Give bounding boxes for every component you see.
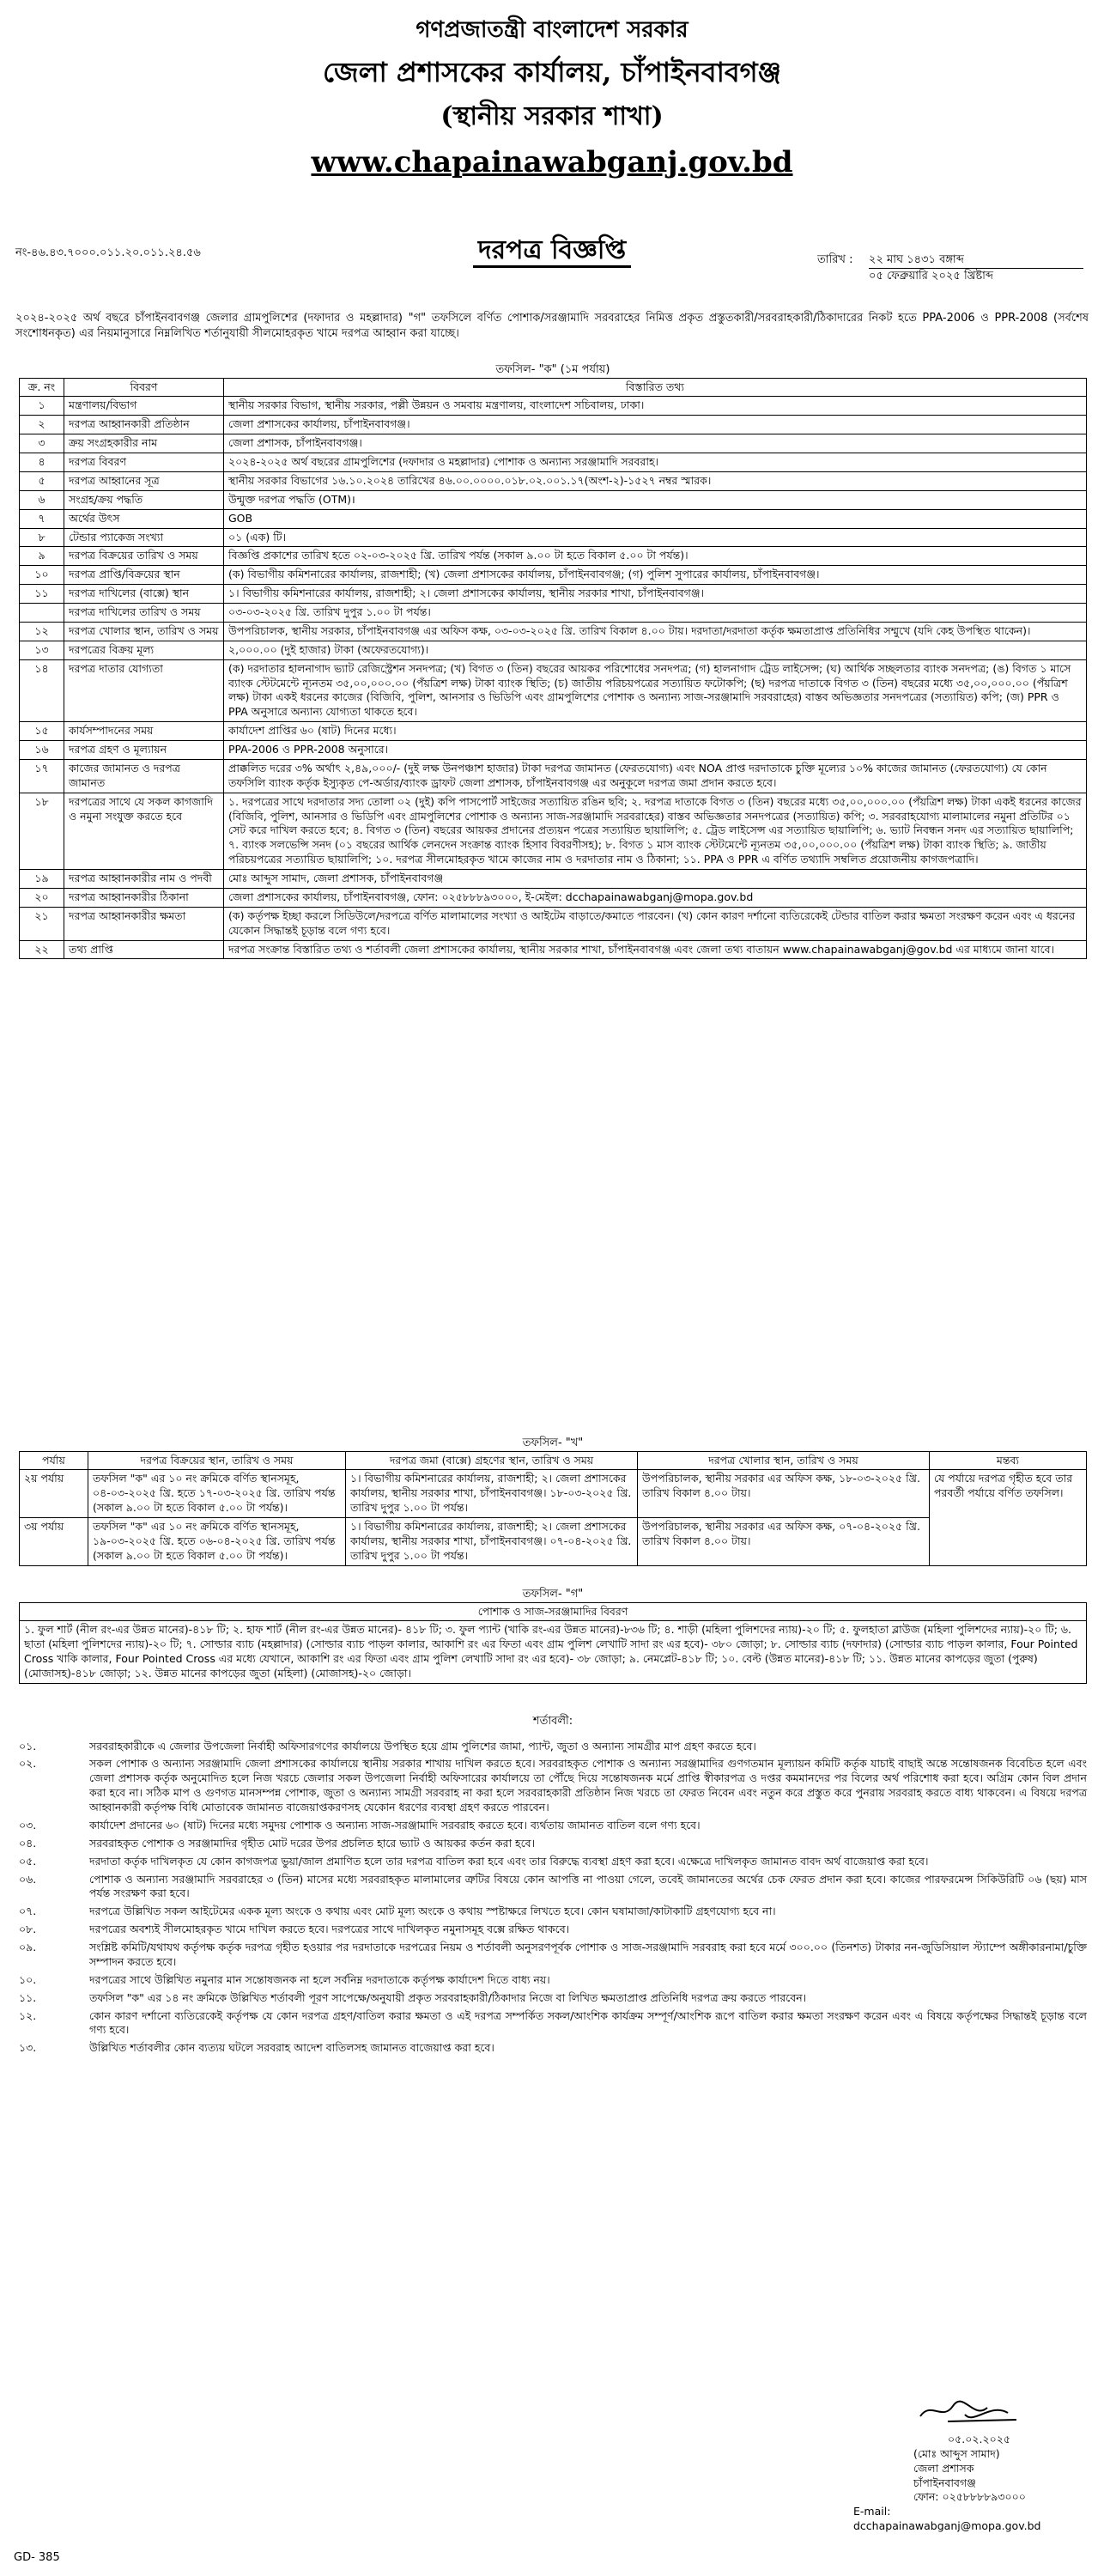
signatory-district: চাঁপাইনবাবগঞ্জ bbox=[913, 2476, 976, 2489]
condition-text: সকল পোশাক ও অন্যান্য সরঞ্জামাদি জেলা প্রশাসকের কার্যালয়ে স্থানীয় সরকার শাখায় দাখিল করতে হবে। সরবরাহকৃত পোশাক ও অন্যান্য সরঞ্জামাদির গুণগতমান মূল্যায়ন কমিটি কর্তৃক যাচাই বাছাই অন্তে সন্তোষজনক বিবেচিত হলে এবং জেলা প্রশাসক কর্তৃক অনুমোদিত হলে নিজ খরচে জেলার সকল উপজেলা নির্বাহী অফিসারের কার্যালয়ে তা পৌঁছে দিয়ে সন্তোষজনক মর্মে প্রাপ্তি স্বীকারপত্র ও দপ্তর কমমানদের পর বিলের অর্থ পরিশোধ করা হবে। অগ্রিম কোন বিল প্রদান করা হবে না। সঠিক মাপ ও গুণগত মানসম্পন্ন পোশাক, জুতা ও অন্যান্য সামগ্রী সরবরাহ না করা হলে সরবরাহকারী প্রতিষ্ঠান নিজ খরচে তা ফেরত নিবেন এবং নতুন করে প্রস্তুত করে পুনরায় সরবরাহ করতে বাধ্য থাকবেন। এ বিষয়ে দরপত্র আহ্বানকারী কর্তৃপক্ষ বিধি মোতাবেক জামানত বাজেয়াপ্তকরণসহ যেকোন ধরণের ব্যবস্থা গ্রহণ করতে পারবেন। bbox=[89, 1757, 1087, 1814]
table-header: দরপত্র খোলার স্থান, তারিখ ও সময় bbox=[638, 1451, 930, 1470]
government-name: গণপ্রজাতন্ত্রী বাংলাদেশ সরকার bbox=[416, 17, 688, 43]
serial-cell: ১৩ bbox=[20, 641, 64, 659]
condition-item bbox=[19, 1941, 1087, 1970]
detail-cell: বিজ্ঞপ্তি প্রকাশের তারিখ হতে ০২-০৩-২০২৫ খ্রি. তারিখ পর্যন্ত (সকাল ৯.০০ টা হতে বিকাল ৫.০০ টা পর্যন্ত)। bbox=[224, 547, 1087, 566]
condition-number: ১২. bbox=[19, 2008, 37, 2022]
table-header: মন্তব্য bbox=[930, 1451, 1087, 1470]
condition-number: ০২. bbox=[19, 1757, 37, 1771]
serial-cell: ৩ bbox=[20, 434, 64, 453]
schedule-ga-items: ১. ফুল শার্ট (নীল রং-এর উন্নত মানের)-৪১৮ টি; ২. হাফ শার্ট (নীল রং-এর উন্নত মানের)- ৪১৮ টি; ৩. ফুল প্যান্ট (খাকি রং-এর উন্নত মানের)-৮৩৬ টি; ৪. শাড়ী (মহিলা পুলিশদের ন্যায়)-২০ টি; ৫. ফুলহাতা ব্লাউজ (মহিলা পুলিশদের ন্যায়)-২০ টি; ৬. ছাতা (মহিলা পুলিশদের ন্যায়)-২০ টি; ৭. সোল্ডার ব্যাচ (মহল্লাদার) (সোল্ডার ব্যাচ পাড়ল কালার, আকাশি রং এর ফিতা এবং গ্রাম পুলিশ লেখাটি সাদা রং এর হবে)- ৩৮০ জোড়া; ৮. সোল্ডার ব্যাচ (দফাদার) (সোল্ডার ব্যাচ পাড়ল কালার, Four Pointed Cross খাকি কালার, Four Pointed Cross এর মধ্যে যেখানে, আকাশি রং এর ফিতা এবং গ্রাম পুলিশ লেখাটি সাদা রং এর হবে)- ৩৮ জোড়া; ৯. নেমপ্লেট-৪১৮ টি; ১০. বেল্ট (উন্নত মানের)-৪১৮ টি; ১১. উন্নত মানের কাপড়ের জুতা (পুরুষ) (মোজাসহ)-৪১৮ জোড়া; ১২. উন্নত মানের কাপড়ের জুতা (মহিলা) (মোজাসহ)-২০ জোড়া। bbox=[20, 1621, 1087, 1684]
letterhead bbox=[0, 12, 1104, 183]
table-row bbox=[20, 870, 1087, 889]
condition-item bbox=[19, 1837, 1087, 1851]
conditions-list bbox=[19, 1740, 1087, 2057]
serial-cell: ১৫ bbox=[20, 722, 64, 741]
table-row bbox=[20, 759, 1087, 793]
condition-number: ১০. bbox=[19, 1972, 37, 1986]
table-row bbox=[20, 585, 1087, 604]
label-cell: তথ্য প্রাপ্তি bbox=[64, 940, 224, 959]
condition-number: ১১. bbox=[19, 1990, 37, 2004]
label-cell: দরপত্র প্রাপ্তি/বিক্রয়ের স্থান bbox=[64, 566, 224, 585]
table-row bbox=[20, 434, 1087, 453]
condition-text: সরবরাহকৃত পোশাক ও সরঞ্জামাদির গৃহীত মোট দরের উপর প্রচলিত হারে ভ্যাট ও আয়কর কর্তন করা হবে। bbox=[89, 1836, 536, 1850]
label-cell: কাজের জামানত ও দরপত্র জামানত bbox=[64, 759, 224, 793]
table-row bbox=[20, 490, 1087, 509]
detail-cell: ০৩-০৩-২০২৫ খ্রি. তারিখ দুপুর ১.০০ টা পর্যন্ত। bbox=[224, 604, 1087, 623]
condition-text: দরপত্রে উল্লিখিত সকল আইটেমের একক মূল্য অংকে ও কথায় এবং মোট মূল্য অংকে ও কথায় স্পষ্টাক্ষরে লিখতে হবে। কোন ঘষামাজা/কাটাকাটি গ্রহণযোগ্য হবে না। bbox=[89, 1905, 776, 1918]
table-cell: তফসিল "ক" এর ১০ নং ক্রমিকে বর্ণিত স্থানসমূহ, ১৯-০৩-২০২৫ খ্রি. হতে ০৬-০৪-২০২৫ খ্রি. তারিখ পর্যন্ত (সকাল ৯.০০ টা হতে বিকাল ৫.০০ টা পর্যন্ত)। bbox=[88, 1518, 346, 1566]
condition-text: দরপত্রের অবশ্যই সীলমোহরকৃত খামে দাখিল করতে হবে। দরপত্রের সাথে দাখিলকৃত নমুনাসমূহ বক্সে রক্ষিত থাকবে। bbox=[89, 1923, 570, 1936]
table-cell: ১। বিভাগীয় কমিশনারের কার্যালয়, রাজশাহী; ২। জেলা প্রশাসকের কার্যালয়, স্থানীয় সরকার শাখা, চাঁপাইনবাবগঞ্জ। ১৮-০৩-২০২৫ খ্রি. তারিখ দুপুর ১.০০ টা পর্যন্ত। bbox=[346, 1470, 638, 1518]
detail-cell: জেলা প্রশাসক, চাঁপাইনবাবগঞ্জ। bbox=[224, 434, 1087, 453]
signature-block bbox=[819, 2396, 1077, 2534]
condition-number: ০৬. bbox=[19, 1872, 37, 1886]
condition-item bbox=[19, 1991, 1087, 2006]
schedule-ga bbox=[19, 1587, 1087, 1684]
serial-cell: ৮ bbox=[20, 528, 64, 547]
table-cell: উপপরিচালক, স্থানীয় সরকার এর অফিস কক্ষ, ১৮-০৩-২০২৫ খ্রি. তারিখ বিকাল ৪.০০ টায়। bbox=[638, 1470, 930, 1518]
table-header: দরপত্র জমা (বাক্সে) গ্রহণের স্থান, তারিখ ও সময় bbox=[346, 1451, 638, 1470]
label-cell: দরপত্র দাখিলের তারিখ ও সময় bbox=[64, 604, 224, 623]
condition-number: ১৩. bbox=[19, 2041, 37, 2055]
office-name: জেলা প্রশাসকের কার্যালয়, চাঁপাইনবাবগঞ্জ bbox=[323, 56, 781, 89]
label-cell: দরপত্র গ্রহণ ও মূল্যায়ন bbox=[64, 741, 224, 760]
table-row bbox=[20, 416, 1087, 434]
label-cell: ক্রয় সংগ্রহকারীর নাম bbox=[64, 434, 224, 453]
serial-cell: ১০ bbox=[20, 566, 64, 585]
condition-item bbox=[19, 1973, 1087, 1988]
table-cell: যে পর্যায়ে দরপত্র গৃহীত হবে তার পরবর্তী পর্যায়ে বর্ণিত তফসিল। bbox=[930, 1470, 1087, 1565]
table-row bbox=[20, 604, 1087, 623]
serial-cell: ১১ bbox=[20, 585, 64, 604]
label-cell: দরপত্র দাখিলের (বাক্সে) স্থান bbox=[64, 585, 224, 604]
date-english: ০৫ ফেব্রুয়ারি ২০২৫ খ্রিষ্টাব্দ bbox=[869, 268, 1083, 284]
table-row bbox=[20, 741, 1087, 760]
detail-cell: ০১ (এক) টি। bbox=[224, 528, 1087, 547]
label-cell: অর্থের উৎস bbox=[64, 509, 224, 528]
condition-item bbox=[19, 1923, 1087, 1937]
table-row bbox=[20, 397, 1087, 416]
condition-number: ০৮. bbox=[19, 1923, 37, 1936]
detail-cell: স্থানীয় সরকার বিভাগের ১৬.১০.২০২৪ তারিখের ৪৬.০০.০০০০.০১৮.০২.০০১.১৭(অংশ-২)-১৫২৭ নম্বর স্মারক। bbox=[224, 471, 1087, 490]
label-cell: দরপত্র আহ্বানকারীর নাম ও পদবী bbox=[64, 870, 224, 889]
serial-cell: ২২ bbox=[20, 940, 64, 959]
label-cell: কার্যসম্পাদনের সময় bbox=[64, 722, 224, 741]
serial-cell bbox=[20, 604, 64, 623]
detail-cell: কার্যাদেশ প্রাপ্তির ৬০ (ষাট) দিনের মধ্যে। bbox=[224, 722, 1087, 741]
condition-text: দরপত্রের সাথে উল্লিখিত নমুনার মান সন্তোষজনক না হলে সর্বনিম্ন দরদাতাকে কর্তৃপক্ষ কার্যাদেশ দিতে বাধ্য নয়। bbox=[89, 1972, 550, 1986]
serial-cell: ৯ bbox=[20, 547, 64, 566]
signatory-email[interactable]: E-mail: dcchapainawabganj@mopa.gov.bd bbox=[853, 2505, 1041, 2533]
label-cell: দরপত্রের বিক্রয় মূল্য bbox=[64, 641, 224, 659]
detail-cell: স্থানীয় সরকার বিভাগ, স্থানীয় সরকার, পল্লী উন্নয়ন ও সমবায় মন্ত্রণালয়, বাংলাদেশ সচিবালয়, ঢাকা। bbox=[224, 397, 1087, 416]
signature-date: ০৫.০২.২০২৫ bbox=[948, 2432, 1010, 2445]
label-cell: দরপত্র আহ্বানকারীর ঠিকানা bbox=[64, 888, 224, 907]
condition-text: উল্লিখিত শর্তাবলীর কোন ব্যত্যয় ঘটলে সরবরাহ আদেশ বাতিলসহ জামানত বাজেয়াপ্ত করা হবে। bbox=[89, 2041, 494, 2055]
table-row bbox=[20, 1518, 1087, 1566]
condition-item bbox=[19, 1757, 1087, 1815]
detail-cell: (ক) কর্তৃপক্ষ ইচ্ছা করলে সিডিউলে/দরপত্রে বর্ণিত মালামালের সংখ্যা ও আইটেম বাড়াতে/কমাতে পারবেন। (খ) কোন কারণ দর্শানো ব্যতিরেকেই টেন্ডার বাতিল করার ক্ষমতা সংরক্ষণ করেন এবং এ ধরনের যেকোন সিদ্ধান্তই চূড়ান্ত বলে গণ্য হবে। bbox=[224, 907, 1087, 940]
serial-cell: ১৬ bbox=[20, 741, 64, 760]
detail-cell: ২,০০০.০০ (দুই হাজার) টাকা (অফেরতযোগ্য)। bbox=[224, 641, 1087, 659]
condition-item bbox=[19, 1905, 1087, 1919]
detail-cell: ২০২৪-২০২৫ অর্থ বছরের গ্রামপুলিশের (দফাদার ও মহল্লাদার) পোশাক ও অন্যান্য সরঞ্জামাদি সরবরাহ। bbox=[224, 453, 1087, 472]
label-cell: দরপত্র আহ্বানের সূত্র bbox=[64, 471, 224, 490]
table-cell: ২য় পর্যায় bbox=[20, 1470, 88, 1518]
condition-text: কোন কারণ দর্শানো ব্যতিরেকেই কর্তৃপক্ষ যে কোন দরপত্র গ্রহণ/বাতিল করার ক্ষমতা ও এই দরপত্র সম্পর্কিত সকল/আংশিক কার্যক্রম সম্পূর্ণ/আংশিক রূপে বাতিল করার ক্ষমতা সংরক্ষণ করেন এবং এ বিষয়ে কর্তৃপক্ষের সিদ্ধান্তই চূড়ান্ত বলে গণ্য হবে। bbox=[89, 2008, 1087, 2037]
serial-cell: ৭ bbox=[20, 509, 64, 528]
schedule-kha-table bbox=[19, 1451, 1087, 1566]
table-row bbox=[20, 471, 1087, 490]
serial-cell: ৫ bbox=[20, 471, 64, 490]
table-cell: ৩য় পর্যায় bbox=[20, 1518, 88, 1566]
schedule-ka-title: তফসিল- "ক" (১ম পর্যায়) bbox=[495, 363, 610, 376]
table-row bbox=[20, 509, 1087, 528]
table-row bbox=[20, 641, 1087, 659]
detail-cell: (ক) দরদাতার হালনাগাদ ভ্যাট রেজিস্ট্রেশন সনদপত্র; (খ) বিগত ৩ (তিন) বছরের আয়কর পরিশোধের সনদপত্র; (গ) হালনাগাদ ট্রেড লাইসেন্স; (ঘ) আর্থিক সচ্ছলতার ব্যাংক সনদপত্র; (ঙ) বিগত ১ মাসে ব্যাংক স্টেটমেন্টে ন্যূনতম ৩৫,০০,০০০.০০ (পঁয়ত্রিশ লক্ষ) টাকা ব্যাংক স্থিতি; (চ) জাতীয় পরিচয়পত্রের সত্যায়িত ফটোকপি; (ছ) দরপত্র দাতাকে বিগত ৩ (তিন) বছরের মধ্যে ৩৫,০০,০০০.০০ (পঁয়ত্রিশ লক্ষ) টাকা একই ধরনের কাজের (বিজিবি, পুলিশ, আনসার ও ভিডিপি এবং গ্রামপুলিশের পোশাক ও অন্যান্য সাজ-সরঞ্জামাদি সরবরাহের) বাস্তব অভিজ্ঞতার সনদপত্রের (সত্যায়িত) কপি; (জ) PPR ও PPA অনুসারে অন্যান্য যোগ্যতা থাকতে হবে। bbox=[224, 659, 1087, 722]
table-header: পর্যায় bbox=[20, 1451, 88, 1470]
detail-cell: জেলা প্রশাসকের কার্যালয়, চাঁপাইনবাবগঞ্জ, ফোন: ০২৫৮৮৮৯৩০০০, ই-মেইল: dcchapainawabganj@mopa.gov.bd bbox=[224, 888, 1087, 907]
detail-cell: ১। বিভাগীয় কমিশনারের কার্যালয়, রাজশাহী; ২। জেলা প্রশাসকের কার্যালয়, স্থানীয় সরকার শাখা, চাঁপাইনবাবগঞ্জ। bbox=[224, 585, 1087, 604]
conditions bbox=[19, 1714, 1087, 2059]
table-row bbox=[20, 547, 1087, 566]
detail-cell: (ক) বিভাগীয় কমিশনারের কার্যালয়, রাজশাহী; (খ) জেলা প্রশাসকের কার্যালয়, চাঁপাইনবাবগঞ্জ; (গ) পুলিশ সুপারের কার্যালয়, চাঁপাইনবাবগঞ্জ। bbox=[224, 566, 1087, 585]
signatory-name: (মোঃ আব্দুস সামাদ) bbox=[913, 2446, 1000, 2460]
detail-cell: প্রাক্কলিত দরের ৩% অর্থাৎ ২,৪৯,০০০/- (দুই লক্ষ উনপঞ্চাশ হাজার) টাকা দরপত্র জামানত (ফেরতযোগ্য) এবং NOA প্রাপ্ত দরদাতাকে চুক্তি মূল্যের ১০% কাজের জামানত (ফেরতযোগ্য) যে কোন তফসিলি ব্যাংক কর্তৃক ইস্যুকৃত পে-অর্ডার/ব্যাংক ড্রাফট জেলা প্রশাসক, চাঁপাইনবাবগঞ্জ এর অনুকূলে দরপত্র জমা প্রদান করতে হবে। bbox=[224, 759, 1087, 793]
table-row bbox=[20, 622, 1087, 641]
serial-cell: ১ bbox=[20, 397, 64, 416]
detail-cell: PPA-2006 ও PPR-2008 অনুসারে। bbox=[224, 741, 1087, 760]
label-cell: দরপত্র বিক্রয়ের তারিখ ও সময় bbox=[64, 547, 224, 566]
serial-cell: ১৭ bbox=[20, 759, 64, 793]
label-cell: দরপত্র খোলার স্থান, তারিখ ও সময় bbox=[64, 622, 224, 641]
table-row bbox=[20, 722, 1087, 741]
table-row bbox=[20, 793, 1087, 869]
detail-cell: মোঃ আব্দুস সামাদ, জেলা প্রশাসক, চাঁপাইনবাবগঞ্জ bbox=[224, 870, 1087, 889]
table-cell: ১। বিভাগীয় কমিশনারের কার্যালয়, রাজশাহী; ২। জেলা প্রশাসকের কার্যালয়, স্থানীয় সরকার শাখা, চাঁপাইনবাবগঞ্জ। ০৭-০৪-২০২৫ খ্রি. তারিখ দুপুর ১.০০ টা পর্যন্ত। bbox=[346, 1518, 638, 1566]
label-cell: দরপত্র আহ্বানকারী প্রতিষ্ঠান bbox=[64, 416, 224, 434]
table-row bbox=[20, 453, 1087, 472]
detail-cell: GOB bbox=[224, 509, 1087, 528]
schedule-kha bbox=[19, 1436, 1087, 1566]
date-bangla: ২২ মাঘ ১৪৩১ বঙ্গাব্দ bbox=[869, 253, 964, 266]
schedule-ka bbox=[19, 362, 1087, 959]
condition-number: ০৭. bbox=[19, 1905, 37, 1918]
serial-cell: ১৯ bbox=[20, 870, 64, 889]
table-row bbox=[20, 1470, 1087, 1518]
detail-cell: দরপত্র সংক্রান্ত বিস্তারিত তথ্য ও শর্তাবলী জেলা প্রশাসকের কার্যালয়, স্থানীয় সরকার শাখা, চাঁপাইনবাবগঞ্জ এবং জেলা তথ্য বাতায়ন www.chapainawabganj@gov.bd এর মাধ্যমে জানা যাবে। bbox=[224, 940, 1087, 959]
footer-code: GD- 385 bbox=[14, 2551, 60, 2564]
table-row bbox=[20, 907, 1087, 940]
signatory-phone: ফোন: ০২৫৮৮৮৮৯৩০০০ bbox=[913, 2490, 1026, 2504]
schedule-kha-title: তফসিল- "খ" bbox=[522, 1437, 584, 1449]
condition-number: ০৩. bbox=[19, 1818, 37, 1832]
date-label: তারিখ : bbox=[817, 253, 853, 266]
condition-number: ০৪. bbox=[19, 1836, 37, 1850]
table-header: বিস্তারিত তথ্য bbox=[224, 378, 1087, 397]
label-cell: দরপত্র দাতার যোগ্যতা bbox=[64, 659, 224, 722]
detail-cell: ১. দরপত্রের সাথে দরদাতার সদ্য তোলা ০২ (দুই) কপি পাসপোর্ট সাইজের সত্যায়িত রঙিন ছবি; ২. দরপত্র দাতাকে বিগত ৩ (তিন) বছরের মধ্যে ৩৫,০০,০০০.০০ (পঁয়ত্রিশ লক্ষ) টাকা একই ধরনের কাজের (বিজিবি, পুলিশ, আনসার ও ভিডিপি এবং গ্রামপুলিশের পোশাক ও অন্যান্য সাজ-সরঞ্জামাদি সরবরাহের) বাস্তব অভিজ্ঞতার সনদপত্রের (সত্যায়িত) কপি; ৩. সরবরাহযোগ্য মালামালের নমুনা প্রতিটির ০১ সেট করে দাখিল করতে হবে; ৪. বিগত ৩ (তিন) বছরের আয়কর প্রদানের প্রত্যয়ন পত্রের সত্যায়িত ছায়ালিপি; ৫. ট্রেড লাইসেন্স এর সত্যায়িত ছায়ালিপি; ৬. ভ্যাট নিবন্ধন সনদ এর সত্যায়িত ছায়ালিপি; ৭. ব্যাংক সলভেন্সি সনদ (০১ বছরের আর্থিক লেনদেন সংক্রান্ত ব্যাংক হিসাব বিবরণীসহ); ৮. বিগত ১ মাস ব্যাংক স্টেটমেন্টে ন্যূনতম ৩৫,০০,০০০.০০ (পঁয়ত্রিশ লক্ষ) টাকা ব্যাংক স্থিতি; ৯. জাতীয় পরিচয়পত্রের সত্যায়িত ছায়ালিপি; ১০. দরপত্র সীলমোহরকৃত খামে কাজের নাম ও দরদাতার নাম ও ঠিকানা; ১১. PPA ও PPR এ বর্ণিত তথ্যাদি সম্বলিত প্রয়োজনীয় কাগজপত্রাদি। bbox=[224, 793, 1087, 869]
condition-number: ০৯. bbox=[19, 1941, 37, 1954]
table-row bbox=[20, 940, 1087, 959]
schedule-ga-subtitle: পোশাক ও সাজ-সরঞ্জামাদির বিবরণ bbox=[20, 1602, 1087, 1621]
table-cell: উপপরিচালক, স্থানীয় সরকার এর অফিস কক্ষ, ০৭-০৪-২০২৫ খ্রি. তারিখ বিকাল ৪.০০ টায়। bbox=[638, 1518, 930, 1566]
label-cell: দরপত্রের সাথে যে সকল কাগজাদি ও নমুনা সংযুক্ত করতে হবে bbox=[64, 793, 224, 869]
condition-item bbox=[19, 1740, 1087, 1754]
serial-cell: ২১ bbox=[20, 907, 64, 940]
serial-cell: ১৮ bbox=[20, 793, 64, 869]
serial-cell: ২ bbox=[20, 416, 64, 434]
table-row bbox=[20, 659, 1087, 722]
serial-cell: ৬ bbox=[20, 490, 64, 509]
website-link[interactable]: www.chapainawabganj.gov.bd bbox=[311, 144, 793, 179]
label-cell: দরপত্র বিবরণ bbox=[64, 453, 224, 472]
table-row bbox=[20, 566, 1087, 585]
condition-text: সংশ্লিষ্ট কমিটি/যথাযথ কর্তৃপক্ষ কর্তৃক দরপত্র গৃহীত হওয়ার পর দরদাতাকে দরপত্রের নিয়ম ও শর্তাবলী অনুসরণপূর্বক পোশাক ও সাজ-সরঞ্জামাদি সরবরাহ করা হবে মর্মে ৩০০.০০ (তিনশত) টাকার নন-জুডিসিয়াল স্ট্যাম্পে অঙ্গীকারনামা/চুক্তি সম্পাদন করতে হবে। bbox=[89, 1941, 1087, 1968]
serial-cell: ১৪ bbox=[20, 659, 64, 722]
condition-item bbox=[19, 1855, 1087, 1869]
label-cell: দরপত্র আহ্বানকারীর ক্ষমতা bbox=[64, 907, 224, 940]
serial-cell: ৪ bbox=[20, 453, 64, 472]
schedule-ga-table bbox=[19, 1602, 1087, 1684]
serial-cell: ১২ bbox=[20, 622, 64, 641]
detail-cell: জেলা প্রশাসকের কার্যালয়, চাঁপাইনবাবগঞ্জ। bbox=[224, 416, 1087, 434]
condition-number: ০৫. bbox=[19, 1854, 37, 1868]
conditions-title: শর্তাবলী: bbox=[532, 1715, 573, 1728]
branch-name: (স্থানীয় সরকার শাখা) bbox=[440, 101, 664, 132]
memo-date bbox=[817, 252, 1083, 283]
table-cell: তফসিল "ক" এর ১০ নং ক্রমিকে বর্ণিত স্থানসমূহ, ০৪-০৩-২০২৫ খ্রি. হতে ১৭-০৩-২০২৫ খ্রি. তারিখ পর্যন্ত (সকাল ৯.০০ টা হতে বিকাল ৫.০০ টা পর্যন্ত)। bbox=[88, 1470, 346, 1518]
label-cell: মন্ত্রণালয়/বিভাগ bbox=[64, 397, 224, 416]
table-header: দরপত্র বিক্রয়ের স্থান, তারিখ ও সময় bbox=[88, 1451, 346, 1470]
condition-item bbox=[19, 1819, 1087, 1833]
signatory-designation: জেলা প্রশাসক bbox=[913, 2461, 974, 2475]
table-header: বিবরণ bbox=[64, 378, 224, 397]
condition-item bbox=[19, 2009, 1087, 2038]
memo-number: নং-৪৬.৪৩.৭০০০.০১১.২০.০১১.২৪.৫৬ bbox=[15, 246, 201, 259]
label-cell: সংগ্রহ/ক্রয় পদ্ধতি bbox=[64, 490, 224, 509]
table-row bbox=[20, 888, 1087, 907]
schedule-ka-table bbox=[19, 378, 1087, 960]
condition-item bbox=[19, 1873, 1087, 1902]
condition-text: দরদাতা কর্তৃক দাখিলকৃত যে কোন কাগজপত্র ভুয়া/জাল প্রমাণিত হলে তার দরপত্র বাতিল করা হবে এবং তার বিরুদ্ধে ব্যবস্থা গ্রহণ করা হবে। এক্ষেত্রে দাখিলকৃত জামানত বাবদ অর্থ বাজেয়াপ্ত করা হবে। bbox=[89, 1854, 929, 1868]
schedule-ga-title: তফসিল- "গ" bbox=[522, 1588, 584, 1601]
label-cell: টেন্ডার প্যাকেজ সংখ্যা bbox=[64, 528, 224, 547]
table-row bbox=[20, 528, 1087, 547]
condition-text: সরবরাহকারীকে এ জেলার উপজেলা নির্বাহী অফিসারগণের কার্যালয়ে উপস্থিত হয়ে গ্রাম পুলিশের জামা, প্যান্ট, জুতা ও অন্যান্য সামগ্রীর মাপ গ্রহণ করতে হবে। bbox=[89, 1739, 756, 1753]
notice-title: দরপত্র বিজ্ঞপ্তি bbox=[473, 235, 631, 268]
table-header: ক্র. নং bbox=[20, 378, 64, 397]
serial-cell: ২০ bbox=[20, 888, 64, 907]
condition-item bbox=[19, 2041, 1087, 2056]
condition-text: পোশাক ও অন্যান্য সরঞ্জামাদি সরবরাহের ৩ (তিন) মাসের মধ্যে সরবরাহকৃত মালামালের ত্রুটির বিষয়ে কোন আপত্তি না পাওয়া গেলে, তবেই জামানতের অর্থের চেক ফেরত প্রদান করা হবে। কাজের পারফরমেন্স সিকিউরিটি ০৬ (ছয়) মাস পর্যন্ত সংরক্ষণ করা হবে। bbox=[89, 1872, 1087, 1900]
condition-text: তফসিল "ক" এর ১৪ নং ক্রমিকে উল্লিখিত শর্তাবলী পূরণ সাপেক্ষে/অনুযায়ী প্রকৃত সরবরাহকারী/ঠিকাদার নিজে বা লিখিত ক্ষমতাপ্রাপ্ত প্রতিনিধি দরপত্র ক্রয় করতে পারবেন। bbox=[89, 1990, 807, 2004]
condition-number: ০১. bbox=[19, 1739, 37, 1753]
condition-text: কার্যাদেশ প্রদানের ৬০ (ষাট) দিনের মধ্যে সমুদয় পোশাক ও অন্যান্য সাজ-সরঞ্জামাদি সরবরাহ করতে হবে। ব্যর্থতায় জামানত বাতিল বলে গণ্য হবে। bbox=[89, 1818, 701, 1832]
detail-cell: উপপরিচালক, স্থানীয় সরকার, চাঁপাইনবাবগঞ্জ এর অফিস কক্ষ, ০৩-০৩-২০২৫ খ্রি. তারিখ বিকাল ৪.০০ টায়। দরদাতা/দরদাতা কর্তৃক ক্ষমতাপ্রাপ্ত প্রতিনিধির সম্মুখে (যদি কেহ উপস্থিত থাকেন)। bbox=[224, 622, 1087, 641]
detail-cell: উন্মুক্ত দরপত্র পদ্ধতি (OTM)। bbox=[224, 490, 1087, 509]
intro-paragraph: ২০২৪-২০২৫ অর্থ বছরে চাঁপাইনবাবগঞ্জ জেলার গ্রামপুলিশের (দফাদার ও মহল্লাদার) "গ" তফসিলে বর্ণিত পোশাক/সরঞ্জামাদি সরবরাহের নিমিত্ত প্রকৃত প্রস্তুতকারী/সরবরাহকারী/ঠিকাদারের নিকট হতে PPA-2006 ও PPR-2008 (সর্বশেষ সংশোধনকৃত) এর নিয়মানুসারে নিম্নলিখিত শর্তানুযায়ী সীলমোহরকৃত খামে দরপত্র আহ্বান করা যাচ্ছে। bbox=[15, 312, 1089, 340]
